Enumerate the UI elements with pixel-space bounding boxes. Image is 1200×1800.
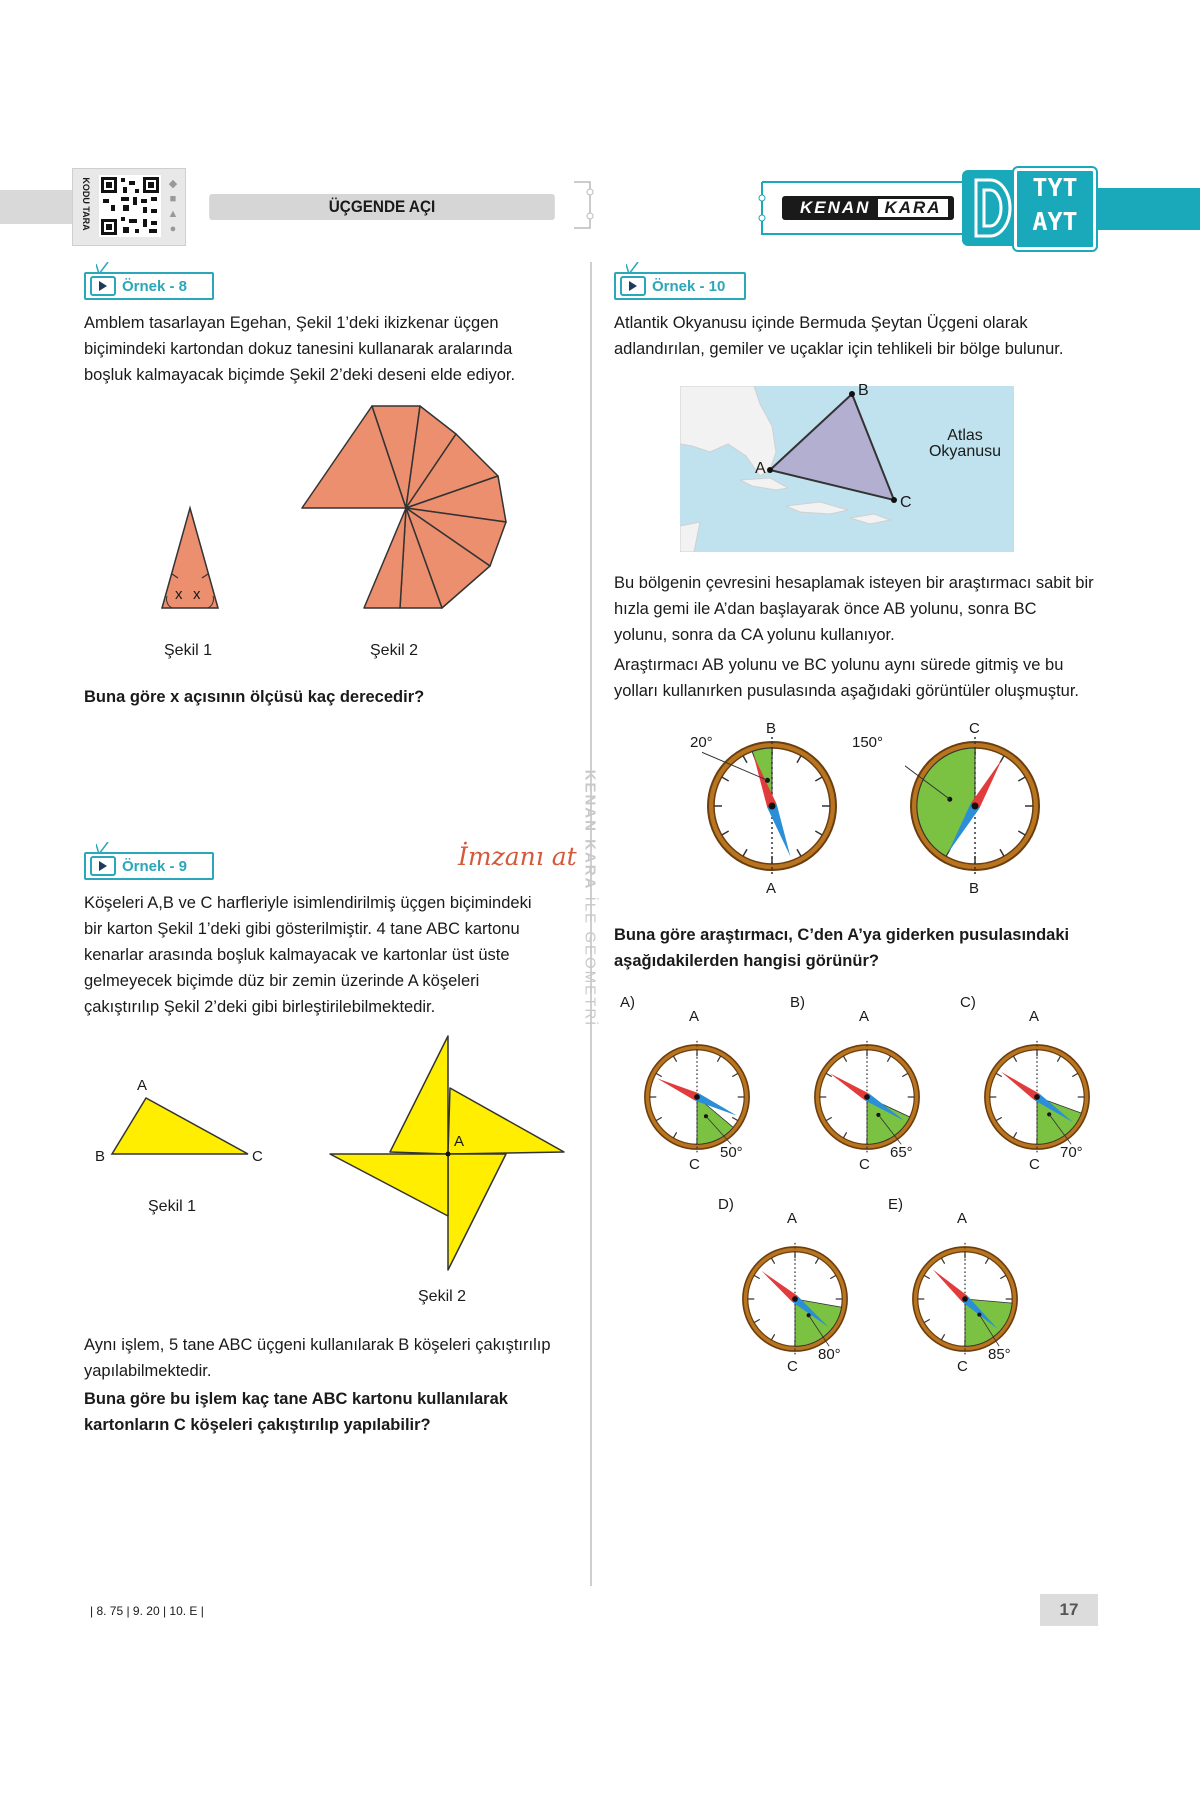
example-10-text-2: Bu bölgenin çevresini hesaplamak isteyen bir araştırmacı sabit bir hızla gemi ile A’dan başlayarak önce AB yolunu, sonra BC yolunu, sonra da CA yolunu kullanıyor.: [614, 574, 1094, 644]
ex9-vertex-b: B: [95, 1148, 106, 1165]
option-compass: [980, 1040, 1094, 1154]
option-bottom-label: C: [787, 1358, 798, 1375]
ex9-figure-2: [328, 1034, 568, 1274]
compass-1-angle: 20°: [690, 734, 713, 751]
example-8-text: Amblem tasarlayan Egehan, Şekil 1’deki ikizkenar üçgen biçimindeki kartondan dokuz tanesini kullanarak aralarında boşluk kalmayacak biçimde Şekil 2’deki deseni elde ediyor.: [84, 314, 516, 384]
tv-antenna-icon: [96, 842, 112, 854]
handwriting-note: İmzanı at: [458, 842, 577, 871]
compass-pivot: [972, 803, 979, 810]
example-9-question: Buna göre bu işlem kaç tane ABC kartonu kullanılarak kartonların C köşeleri çakıştırılıp yapılabilir?: [84, 1390, 508, 1434]
ex8-figure-2-label: Şekil 2: [370, 642, 419, 659]
option-top-label: A: [787, 1210, 798, 1227]
option-compass: [738, 1242, 852, 1356]
logo-ayt: AYT: [1032, 207, 1078, 236]
compass-pivot: [792, 1296, 798, 1302]
topic-bar: [209, 194, 555, 220]
compass-pivot: [769, 803, 776, 810]
play-icon: [620, 276, 646, 296]
map-vertex-a: A: [755, 460, 766, 477]
topic-title: ÜÇGENDE AÇI: [328, 197, 436, 216]
example-8-question: Buna göre x açısının ölçüsü kaç derecedir?: [84, 688, 425, 706]
option-letter: C): [960, 994, 976, 1011]
option-compass: [810, 1040, 924, 1154]
ex9-figure-2-label: Şekil 2: [418, 1288, 467, 1305]
compass-pivot: [694, 1094, 700, 1100]
option-angle-label: 80°: [818, 1346, 841, 1363]
author-first: KENAN: [800, 198, 871, 217]
ocean-line-1: Atlas: [947, 427, 983, 444]
example-10-question: Buna göre araştırmacı, C’den A’ya giderken pusulasındaki aşağıdakilerden hangisi görünür?: [614, 926, 1070, 970]
compass-1-bottom: A: [766, 880, 777, 897]
example-9-text-2: Aynı işlem, 5 tane ABC üçgeni kullanılarak B köşeleri çakıştırılıp yapılabilmektedir.: [84, 1336, 551, 1380]
ex8-figure-1-label: Şekil 1: [164, 642, 213, 659]
ex9-figure-1-label: Şekil 1: [148, 1198, 197, 1215]
compass-1: [702, 736, 842, 876]
ex9-vertex-c: C: [252, 1148, 263, 1165]
qr-label: KODU TARA: [81, 177, 91, 231]
header-left-band: [0, 190, 80, 224]
example-8-label: Örnek - 8: [122, 277, 188, 295]
logo-tyt: TYT: [1032, 173, 1078, 202]
tv-antenna-icon: [96, 262, 112, 274]
ex9-figure-1: [100, 1080, 260, 1160]
option-top-label: A: [957, 1210, 968, 1227]
option-angle-label: 50°: [720, 1144, 743, 1161]
map-vertex-c: C: [900, 494, 912, 511]
option-top-label: A: [1029, 1008, 1040, 1025]
option-angle-label: 70°: [1060, 1144, 1083, 1161]
ex9-fig2-vertex-a: A: [454, 1133, 465, 1150]
map-ocean-label: [920, 428, 1010, 460]
option-angle-label: 85°: [988, 1346, 1011, 1363]
option-letter: E): [888, 1196, 903, 1213]
fan-triangle-9: [364, 508, 406, 608]
page-number: 17: [1059, 1600, 1079, 1619]
option-bottom-label: C: [957, 1358, 968, 1375]
tv-antenna-icon: [626, 262, 642, 274]
example-10-label: Örnek - 10: [652, 277, 726, 295]
example-10-text-3: Araştırmacı AB yolunu ve BC yolunu aynı sürede gitmiş ve bu yolları kullanırken pusulasında aşağıdaki görüntüler oluşmuştur.: [614, 656, 1080, 700]
map-vertex-b: B: [858, 382, 869, 399]
side-label-rest: İLE GEOMETRİ: [581, 896, 599, 1028]
compass-leader-dot: [977, 1313, 981, 1317]
example-10-text-1: Atlantik Okyanusu içinde Bermuda Şeytan Üçgeni olarak adlandırılan, gemiler ve uçaklar için tehlikeli bir bölge bulunur.: [614, 314, 1064, 358]
option-bottom-label: C: [1029, 1156, 1040, 1173]
option-angle-label: 65°: [890, 1144, 913, 1161]
ex8-figure-1: [150, 500, 230, 620]
option-compass: [640, 1040, 754, 1154]
example-9-label: Örnek - 9: [122, 857, 188, 875]
example-9-badge[interactable]: [84, 852, 214, 880]
compass-2-bottom: B: [969, 880, 980, 897]
angle-label-x1: x: [175, 586, 183, 603]
side-label-name: KENAN KARA: [581, 769, 599, 891]
example-10-badge[interactable]: [614, 272, 746, 300]
compass-pivot: [864, 1094, 870, 1100]
compass-1-top: B: [766, 720, 777, 737]
option-letter: A): [620, 994, 635, 1011]
qr-box[interactable]: [72, 168, 186, 246]
compass-2-top: C: [969, 720, 980, 737]
play-icon: [90, 276, 116, 296]
example-9-text: Köşeleri A,B ve C harfleriyle isimlendirilmiş üçgen biçimindeki bir karton Şekil 1’deki gibi gösterilmiştir. 4 tane ABC kartonu kenarlar arasında boşluk kalmayacak ve kartonlar üst üste gelmeyecek biçimde düz bir zemin üzerinde A köşeleri çakıştırılıp Şekil 2’deki gibi birleştirilebilmektedir.: [84, 894, 532, 1016]
option-compass: [908, 1242, 1022, 1356]
header-left-line: [574, 180, 598, 230]
tyt-ayt-logo: [1014, 168, 1096, 250]
compass-pivot: [962, 1296, 968, 1302]
angle-label-x2: x: [193, 586, 201, 603]
ex8-figure-2: [296, 402, 512, 622]
example-8-badge[interactable]: [84, 272, 214, 300]
shapes-icon: ◆ ■ ▲ ●: [167, 178, 179, 235]
play-icon: [90, 856, 116, 876]
ex9-vertex-a: A: [137, 1077, 148, 1094]
compass-2-angle: 150°: [852, 734, 884, 751]
option-top-label: A: [859, 1008, 870, 1025]
option-bottom-label: C: [859, 1156, 870, 1173]
compass-pivot: [1034, 1094, 1040, 1100]
qr-code-icon: [99, 175, 161, 237]
option-top-label: A: [689, 1008, 700, 1025]
page-number-box: [1040, 1594, 1098, 1626]
compass-2: [905, 736, 1045, 876]
ocean-line-2: Okyanusu: [928, 443, 1002, 460]
answer-key: | 8. 75 | 9. 20 | 10. E |: [90, 1604, 204, 1618]
option-letter: D): [718, 1196, 734, 1213]
author-badge: [782, 196, 954, 220]
option-letter: B): [790, 994, 805, 1011]
bermuda-map: [680, 386, 1014, 552]
author-last: KARA: [878, 199, 947, 217]
option-bottom-label: C: [689, 1156, 700, 1173]
d-logo-icon: [968, 176, 1016, 240]
